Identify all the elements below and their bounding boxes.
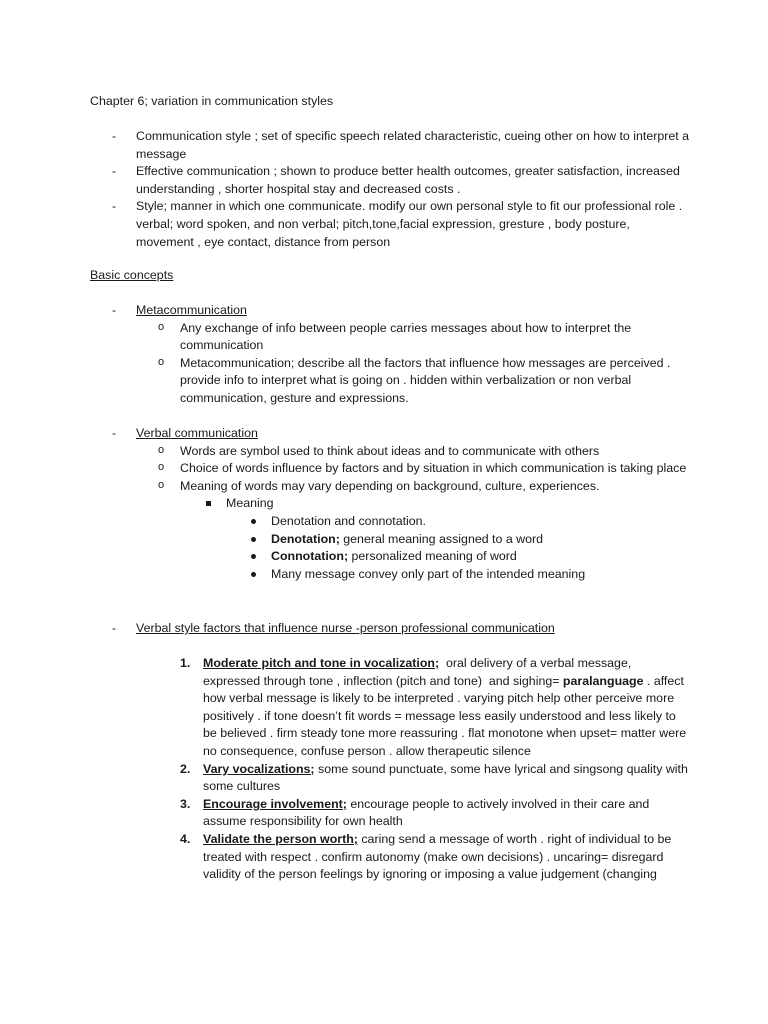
verbal-style-section [90, 620, 690, 638]
basic-concepts-heading: Basic concepts [90, 268, 174, 282]
item-bold-term: paralanguage [562, 673, 644, 688]
list-item [90, 495, 690, 583]
item-title: Moderate pitch and tone in vocalization; [203, 656, 440, 670]
list-item [90, 302, 690, 408]
item-text: caring send a message of worth . right of individual to be treated with respect . confirm autonomy (make own decisions) . uncaring= disregard validity of the person feelings by ignoring or imposing a value judgement (changing [203, 831, 672, 882]
list-item: o Metacommunication; describe all the factors that influence how messages are perceived . provide info to interpret what is going on . hidden within verbalization or non verbal communication, gesture and expressions. [90, 355, 690, 408]
list-item [90, 425, 690, 583]
intro-list [90, 128, 690, 251]
item-title: Vary vocalizations; [203, 761, 315, 776]
list-item: o Choice of words influence by factors and by situation in which communication is taking place [90, 460, 690, 478]
verbal-communication-section [90, 425, 690, 583]
list-item [90, 548, 690, 566]
item-title: Validate the person worth; [203, 831, 358, 846]
numbered-item [90, 796, 690, 831]
list-item: o Words are symbol used to think about ideas and to communicate with others [90, 443, 690, 461]
list-item: - Communication style ; set of specific speech related characteristic, cueing other on how to interpret a message [90, 128, 690, 163]
metacommunication-section [90, 302, 690, 408]
list-item: Many message convey only part of the intended meaning [90, 566, 690, 584]
verbal-sublist [90, 443, 690, 584]
term-connotation: Connotation; [271, 549, 349, 564]
metacommunication-title: Metacommunication [136, 303, 247, 317]
list-item [90, 620, 690, 638]
item-text: oral delivery of a verbal message, expressed through tone , inflection (pitch and tone) and sighing= [203, 656, 635, 688]
list-item: - Style; manner in which one communicate. modify our own personal style to fit our professional role . verbal; word spoken, and non verbal; pitch,tone,facial expression, gresture , body posture, movement , eye contact, distance from person [90, 198, 690, 251]
numbered-item [90, 761, 690, 796]
verbal-style-title: Verbal style factors that influence nurse -person professional communication [136, 621, 555, 635]
numbered-item [90, 655, 690, 761]
list-item: o Any exchange of info between people carries messages about how to interpret the communication [90, 320, 690, 355]
item-number: 3. [180, 796, 191, 811]
verbal-communication-title: Verbal communication [136, 426, 258, 440]
list-item: - Effective communication ; shown to produce better health outcomes, greater satisfaction, increased understanding , shorter hospital stay and decreased costs . [90, 163, 690, 198]
list-item [90, 478, 690, 584]
meaning-label: Meaning [226, 496, 274, 511]
term-definition: general meaning assigned to a word [339, 531, 544, 546]
item-number: 2. [180, 761, 191, 776]
item-text: encourage people to actively involved in their care and assume responsibility for own health [203, 796, 650, 829]
numbered-item [90, 831, 690, 884]
metacommunication-sublist [90, 320, 690, 408]
list-item [90, 531, 690, 549]
item-text: some sound punctuate, some have lyrical and singsong quality with some cultures [203, 761, 688, 794]
term-definition: personalized meaning of word [348, 549, 517, 564]
list-item-text: Meaning of words may vary depending on background, culture, experiences. [180, 478, 600, 493]
chapter-heading: Chapter 6; variation in communication styles [90, 94, 334, 108]
numbered-factor-list [90, 655, 690, 884]
meaning-sublist [90, 513, 690, 583]
meaning-list [90, 495, 690, 583]
item-number: 4. [180, 831, 191, 846]
term-denotation: Denotation; [271, 531, 340, 546]
list-item: Denotation and connotation. [90, 513, 690, 531]
item-text: . affect how verbal message is likely to be interpreted . varying pitch help other perceive more positively . if tone doesn’t fit words = message less easily understood and less likely to be believed . firm steady tone more reassuring . flat monotone when upset= matter were no consequence, confuse person . allow therapeutic silence [203, 673, 687, 758]
item-number: 1. [180, 656, 191, 670]
item-title: Encourage involvement; [203, 796, 347, 811]
